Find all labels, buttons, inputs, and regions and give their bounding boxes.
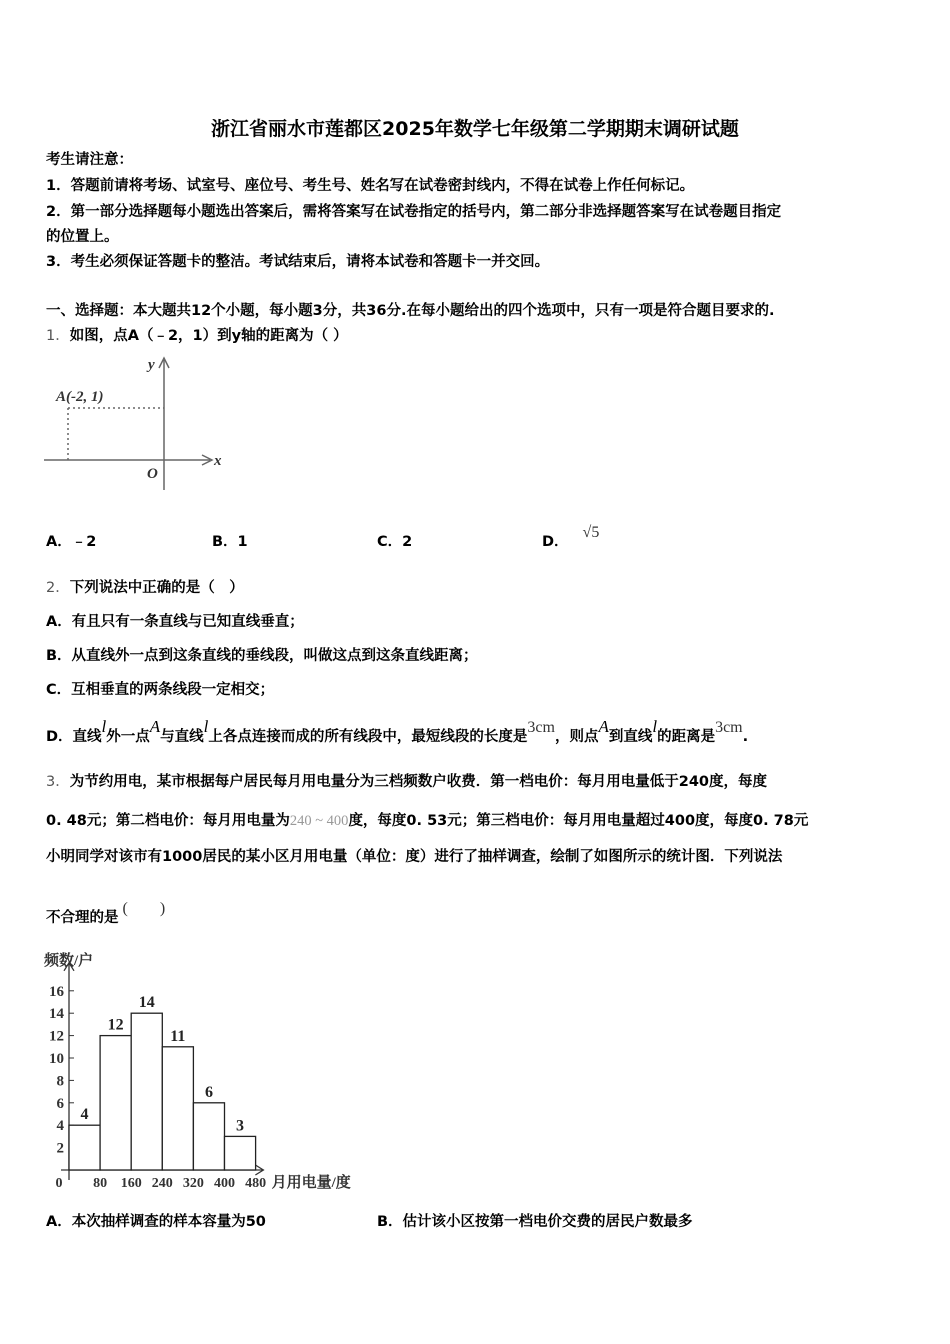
x-axis-title: 月用电量/度 — [271, 1175, 351, 1191]
text: 与直线 — [160, 729, 204, 745]
option-label: D． — [542, 534, 569, 550]
text: 的距离是 — [657, 729, 716, 745]
histogram-bar — [131, 1013, 162, 1170]
notice-item: 1．答题前请将考场、试室号、座位号、考生号、姓名写在试卷密封线内，不得在试卷上作任何标记。 — [46, 178, 695, 194]
math-3cm: 3cm — [715, 719, 743, 736]
range-math: 240 ~ 400 — [289, 813, 349, 829]
q2-option-b[interactable]: B．从直线外一点到这条直线的垂线段，叫做这点到这条直线距离； — [46, 648, 478, 664]
histogram-bar — [100, 1036, 131, 1170]
origin-label: O — [147, 466, 158, 482]
histogram — [30, 945, 390, 1195]
q1-option-d[interactable] — [542, 524, 600, 552]
text: 0. 48元；第二档电价：每月用电量为 — [46, 813, 290, 829]
histogram-bar — [162, 1047, 193, 1170]
math-a: A — [598, 717, 609, 736]
math-3cm: 3cm — [527, 719, 555, 736]
question-number: 1． — [46, 328, 70, 344]
text: . — [742, 729, 749, 745]
math-l: l — [203, 717, 209, 736]
bar-data-label: 4 — [80, 1106, 89, 1124]
text: 上各点连接而成的所有线段中，最短线段的长度是 — [208, 729, 528, 745]
math-l: l — [101, 717, 107, 736]
question-text: 下列说法中正确的是（ ） — [69, 580, 244, 596]
text: 外一点 — [106, 729, 150, 745]
y-tick-label: 16 — [49, 983, 64, 1000]
y-tick-label: 12 — [49, 1028, 64, 1045]
text: 度，每度0. 53元；第三档电价：每月用电量超过400度，每度0. 78元 — [348, 813, 809, 829]
bar-data-label: 14 — [138, 994, 155, 1012]
x-axis-label: x — [214, 453, 222, 469]
text: ，则点 — [554, 729, 599, 745]
x-tick-label: 320 — [182, 1176, 204, 1191]
point-a-label: A(-2, 1) — [56, 389, 104, 405]
coordinate-figure — [40, 355, 230, 495]
notice-item: 的位置上。 — [46, 229, 119, 245]
question-2 — [46, 578, 244, 598]
page-title: 浙江省丽水市莲都区2025年数学七年级第二学期期末调研试题 — [211, 118, 739, 140]
y-axis-title: 频数/户 — [44, 953, 94, 969]
question-1 — [46, 326, 348, 346]
math-a: A — [149, 717, 161, 736]
q1-option-b[interactable]: B．1 — [212, 534, 248, 550]
y-tick-label: 2 — [56, 1140, 64, 1157]
q3-option-b[interactable]: B．估计该小区按第一档电价交费的居民户数最多 — [377, 1214, 693, 1230]
q2-option-d[interactable] — [46, 717, 749, 747]
x-tick-label: 80 — [93, 1176, 108, 1191]
y-tick-label: 4 — [56, 1118, 64, 1135]
q1-option-c[interactable]: C．2 — [377, 534, 413, 550]
q2-option-a[interactable]: A．有且只有一条直线与已知直线垂直； — [46, 614, 304, 630]
q3-option-a[interactable]: A．本次抽样调查的样本容量为50 — [46, 1214, 266, 1230]
sqrt-5: √5 — [582, 524, 600, 541]
question-3-line3: 小明同学对该市有1000居民的某小区月用电量（单位：度）进行了抽样调查，绘制了如图所示的统计图．下列说法 — [46, 849, 783, 865]
question-3-line1 — [46, 772, 767, 792]
question-text: 如图，点A（﹣2，1）到y轴的距离为（ ） — [69, 328, 348, 344]
question-number: 2． — [46, 580, 70, 596]
text: D．直线 — [46, 729, 102, 745]
bar-data-label: 3 — [236, 1117, 245, 1135]
x-tick-label: 160 — [120, 1176, 142, 1191]
notice-item: 3．考生必须保证答题卡的整洁。考试结束后，请将本试卷和答题卡一并交回。 — [46, 254, 550, 270]
math-l: l — [652, 717, 658, 736]
bar-data-label: 6 — [204, 1083, 213, 1101]
x-tick-label: 400 — [214, 1176, 235, 1191]
x-tick-label: 480 — [245, 1176, 267, 1191]
section-heading: 一、选择题：本大题共12个小题，每小题3分，共36分.在每小题给出的四个选项中，只有一项是符合题目要求的. — [46, 303, 775, 319]
histogram-bar — [69, 1125, 100, 1170]
q2-option-c[interactable]: C．互相垂直的两条线段一定相交； — [46, 682, 275, 698]
y-axis-label: y — [148, 357, 155, 373]
x-tick-label: 240 — [151, 1176, 173, 1191]
notice-item: 2．第一部分选择题每小题选出答案后，需将答案写在试卷指定的括号内，第二部分非选择题答案写在试卷题目指定 — [46, 204, 782, 220]
question-3-line2 — [46, 811, 808, 831]
histogram-bar — [193, 1103, 224, 1170]
question-text: 为节约用电，某市根据每户居民每月用电量分为三档频数户收费．第一档电价：每月用电量低于240度，每度 — [69, 774, 767, 790]
histogram-bar — [225, 1136, 256, 1170]
question-3-line4 — [46, 900, 166, 928]
x-tick-label: 0 — [55, 1176, 63, 1191]
y-tick-label: 14 — [49, 1006, 64, 1023]
y-tick-label: 8 — [56, 1073, 64, 1090]
answer-paren: ( ) — [122, 900, 166, 917]
question-number: 3． — [46, 774, 70, 790]
bar-data-label: 12 — [107, 1016, 124, 1034]
y-tick-label: 10 — [49, 1051, 64, 1067]
text: 到直线 — [608, 729, 653, 745]
bar-data-label: 11 — [170, 1027, 186, 1045]
q1-option-a[interactable]: A．﹣2 — [46, 534, 97, 550]
y-tick-label: 6 — [56, 1095, 64, 1112]
notice-heading: 考生请注意： — [46, 152, 133, 168]
text: 不合理的是 — [46, 910, 119, 926]
